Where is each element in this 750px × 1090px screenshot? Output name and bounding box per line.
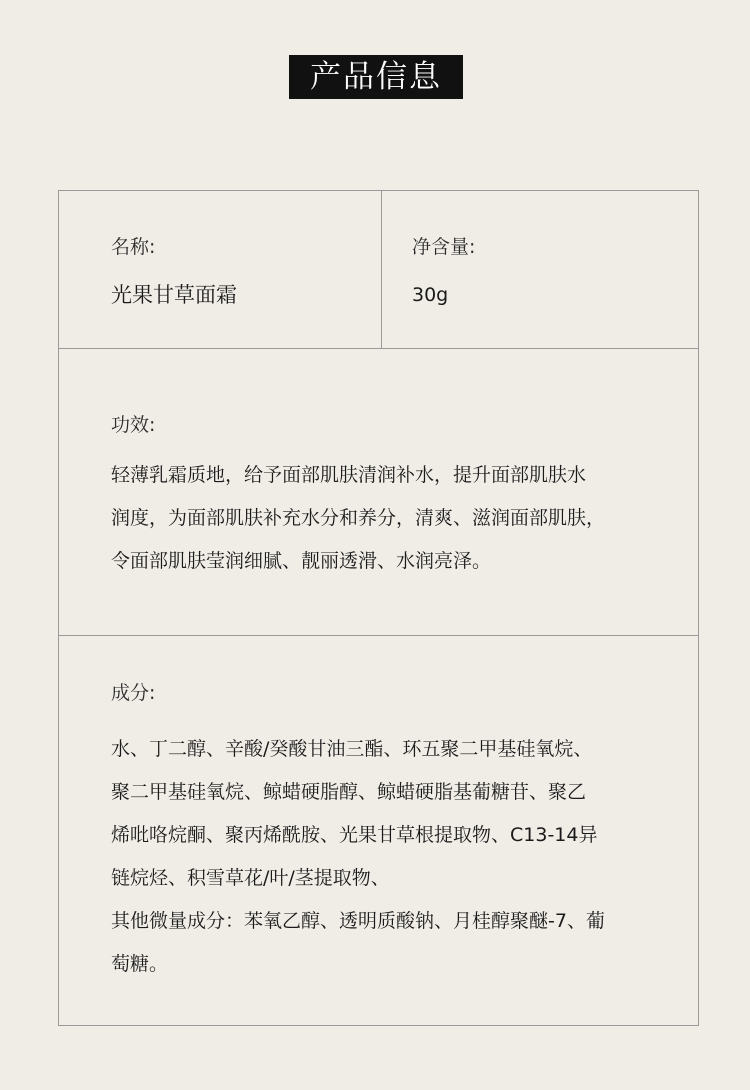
ingredients-line: 水、丁二醇、辛酸/癸酸甘油三酯、环五聚二甲基硅氧烷、 [111, 738, 593, 760]
name-value: 光果甘草面霜 [111, 283, 237, 307]
efficacy-label: 功效: [111, 414, 156, 436]
efficacy-line: 轻薄乳霜质地，给予面部肌肤清润补水，提升面部肌肤水 [111, 464, 587, 486]
net-content-label: 净含量: [412, 236, 476, 258]
name-label: 名称: [111, 236, 156, 258]
ingredients-line: 其他微量成分：苯氧乙醇、透明质酸钠、月桂醇聚醚-7、葡 [111, 910, 605, 932]
ingredients-label: 成分: [111, 682, 156, 704]
ingredients-line: 萄糖。 [111, 953, 169, 975]
efficacy-text [111, 454, 671, 583]
efficacy-line: 令面部肌肤莹润细腻、靓丽透滑、水润亮泽。 [111, 550, 492, 572]
row-divider [59, 348, 698, 349]
row-divider [59, 635, 698, 636]
ingredients-line: 烯吡咯烷酮、聚丙烯酰胺、光果甘草根提取物、C13-14异 [111, 824, 598, 846]
ingredients-line: 链烷烃、积雪草花/叶/茎提取物、 [111, 867, 390, 889]
efficacy-line: 润度，为面部肌肤补充水分和养分，清爽、滋润面部肌肤， [111, 507, 606, 529]
column-divider [381, 191, 382, 349]
ingredients-line: 聚二甲基硅氧烷、鲸蜡硬脂醇、鲸蜡硬脂基葡糖苷、聚乙 [111, 781, 587, 803]
ingredients-text [111, 728, 671, 986]
page-title: 产品信息 [289, 55, 463, 99]
net-content-value: 30g [412, 284, 449, 306]
product-info-table [58, 190, 699, 1026]
